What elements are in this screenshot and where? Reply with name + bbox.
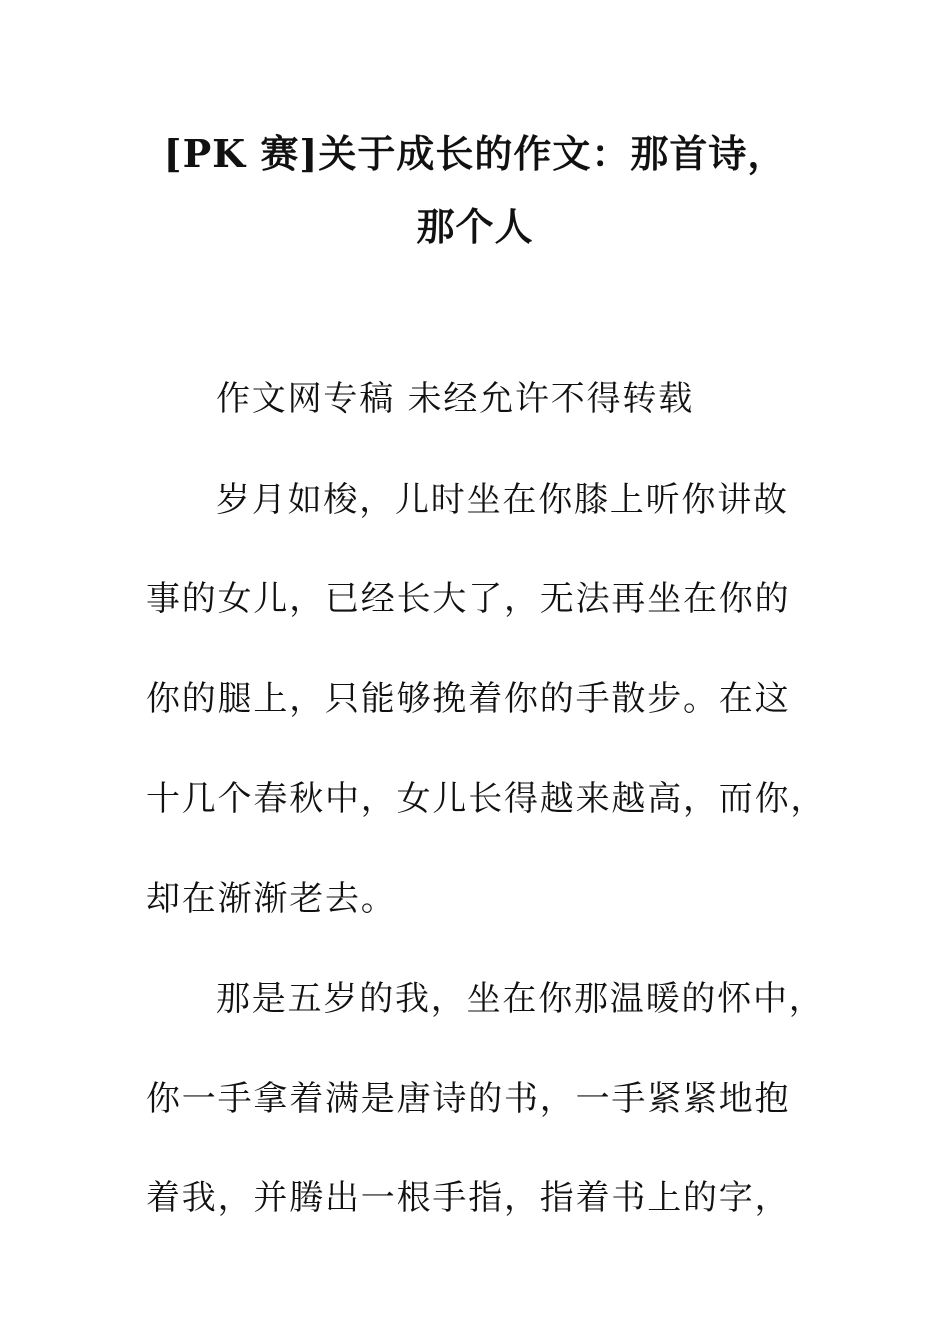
paragraph-2-line-3: 着我，并腾出一根手指，指着书上的字， bbox=[146, 1178, 791, 1218]
paragraph-1-line-5: 却在渐渐老去。 bbox=[146, 879, 397, 919]
paragraph-1-line-4: 十几个春秋中，女儿长得越来越高，而你， bbox=[146, 779, 827, 819]
paragraph-2-line-2: 你一手拿着满是唐诗的书，一手紧紧地抱 bbox=[146, 1079, 791, 1119]
paragraph-2-line-1: 那是五岁的我，坐在你那温暖的怀中， bbox=[216, 979, 825, 1019]
paragraph-1-line-1: 岁月如梭，儿时坐在你膝上听你讲故 bbox=[216, 480, 789, 520]
document-title-line-1: [PK 赛]关于成长的作文：那首诗， bbox=[163, 131, 787, 176]
document-title-line-2: 那个人 bbox=[416, 204, 534, 249]
paragraph-1-line-3: 你的腿上，只能够挽着你的手散步。在这 bbox=[146, 679, 791, 719]
source-note: 作文网专稿 未经允许不得转载 bbox=[216, 379, 695, 419]
paragraph-1-line-2: 事的女儿，已经长大了，无法再坐在你的 bbox=[146, 579, 791, 619]
